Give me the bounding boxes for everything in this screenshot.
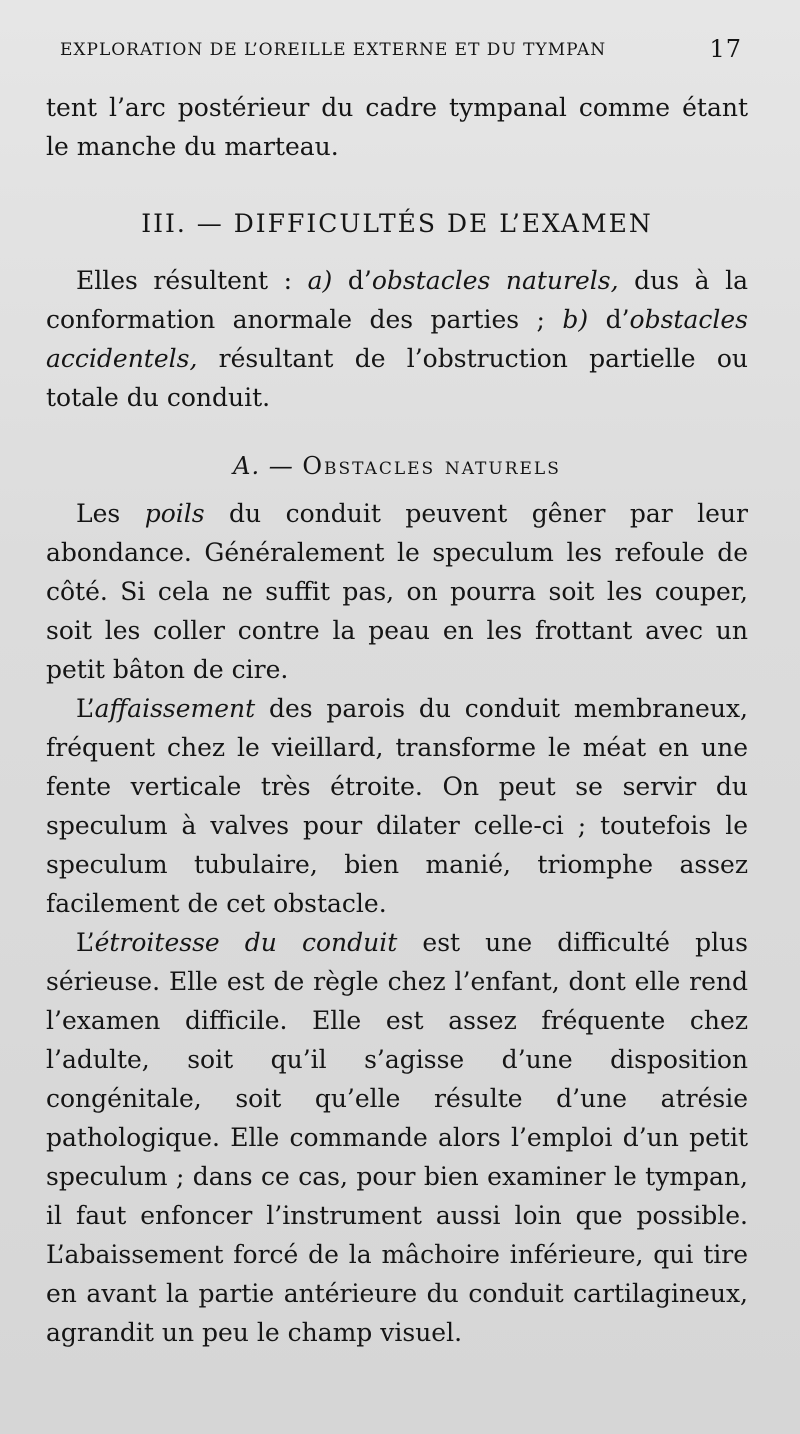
italic-run: poils bbox=[144, 499, 205, 528]
text-run: L’ bbox=[76, 694, 95, 723]
text-run: d’ bbox=[332, 266, 372, 295]
page-number: 17 bbox=[709, 35, 742, 63]
italic-run: obstacles naturels, bbox=[371, 266, 619, 295]
subsection-letter: A. — bbox=[233, 452, 303, 480]
text-run: Les bbox=[76, 499, 145, 528]
italic-run: affaissement bbox=[94, 694, 256, 723]
paragraph-affaissement bbox=[46, 689, 748, 923]
text-run: d’ bbox=[588, 305, 630, 334]
page-text bbox=[46, 88, 748, 1352]
text-run: résultant de l’obstruction partielle ou totale du conduit. bbox=[46, 344, 748, 412]
running-head-title: EXPLORATION DE L’OREILLE EXTERNE ET DU TYMPAN bbox=[60, 40, 607, 60]
text-run: L’ bbox=[76, 928, 95, 957]
paragraph-etroitesse bbox=[46, 923, 748, 1352]
italic-run: étroitesse du conduit bbox=[94, 928, 398, 957]
paragraph-continuation: tent l’arc postérieur du cadre tympanal comme étant le manche du marteau. bbox=[46, 93, 748, 161]
italic-run: obstacles accidentels, bbox=[46, 305, 748, 373]
subsection-name: Obstacles naturels bbox=[302, 452, 561, 480]
text-run: Elles résultent : bbox=[76, 266, 308, 295]
text-run: dus à la conformation anormale des parties ; bbox=[46, 266, 748, 334]
paragraph-poils bbox=[46, 494, 748, 689]
paragraph-difficultes bbox=[46, 261, 748, 417]
italic-run: a) bbox=[307, 266, 333, 295]
text-run: du conduit peuvent gêner par leur abondance. Généralement le speculum les refoule de côté. Si cela ne suffit pas, on pourra soit les couper, soit les coller contre la peau en les frottant avec un petit bâton de cire. bbox=[46, 499, 748, 684]
subsection-title bbox=[46, 447, 748, 486]
italic-run: b) bbox=[562, 305, 589, 334]
section-title: III. — DIFFICULTÉS DE L’EXAMEN bbox=[141, 209, 653, 238]
text-run: est une difficulté plus sérieuse. Elle est de règle chez l’enfant, dont elle rend l’examen difficile. Elle est assez fréquente chez l’adulte, soit qu’il s’agisse d’une disposition congénitale, soit qu’elle résulte d’une atrésie pathologique. Elle commande alors l’emploi d’un petit speculum ; dans ce cas, pour bien examiner le tympan, il faut enfoncer l’instrument aussi loin que possible. L’abaissement forcé de la mâchoire inférieure, qui tire en avant la partie antérieure du conduit cartilagineux, agrandit un peu le champ visuel. bbox=[46, 928, 748, 1347]
text-run: des parois du conduit membraneux, fréquent chez le vieillard, transforme le méat en une fente verticale très étroite. On peut se servir du speculum à valves pour dilater celle-ci ; toutefois le speculum tubulaire, bien manié, triomphe assez facilement de cet obstacle. bbox=[46, 694, 748, 918]
running-head bbox=[60, 35, 742, 63]
